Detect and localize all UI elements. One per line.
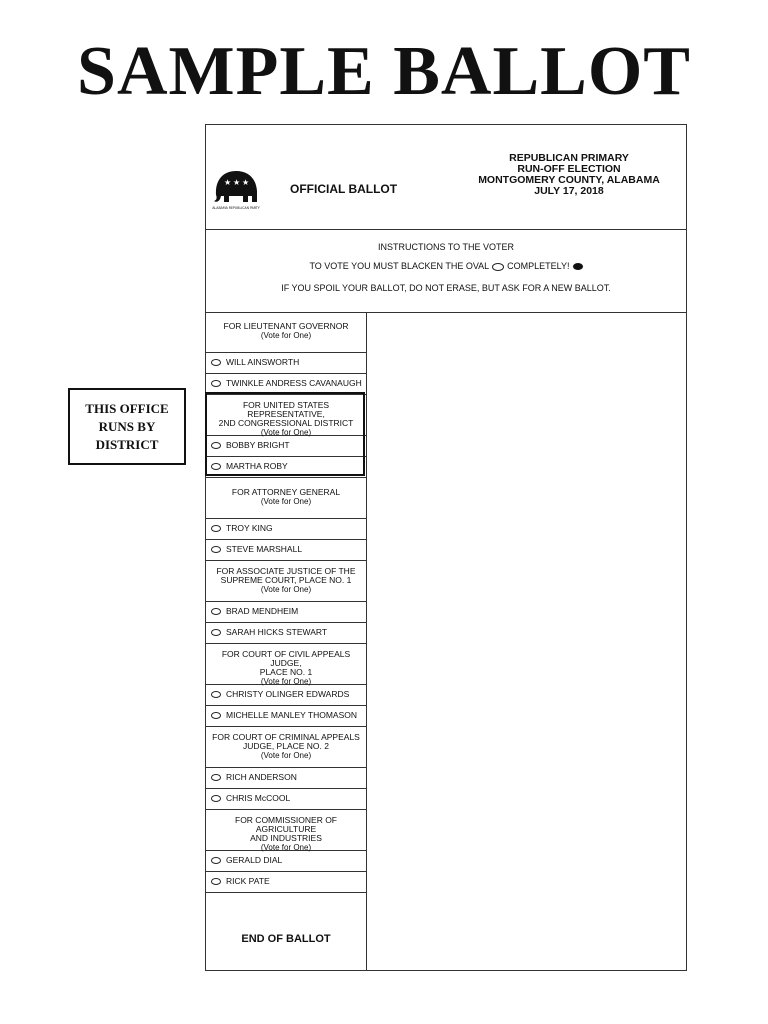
vote-for-one: (Vote for One) — [260, 585, 312, 594]
candidate-name: BOBBY BRIGHT — [226, 440, 290, 450]
vote-for-one: (Vote for One) — [260, 428, 312, 437]
office-header — [206, 561, 366, 602]
vote-oval[interactable] — [211, 380, 221, 387]
end-of-ballot: END OF BALLOT — [241, 933, 331, 945]
vote-for-one: (Vote for One) — [260, 677, 312, 686]
election-info — [464, 153, 674, 197]
candidate-row[interactable] — [206, 706, 366, 727]
vote-for-one: (Vote for One) — [260, 331, 312, 340]
election-line: REPUBLICAN PRIMARY — [509, 152, 629, 164]
candidate-name: RICK PATE — [226, 876, 270, 886]
candidate-name: GERALD DIAL — [226, 855, 283, 865]
vote-oval[interactable] — [211, 525, 221, 532]
ballot — [205, 124, 687, 971]
district-highlight-box — [205, 392, 365, 476]
vote-for-one: (Vote for One) — [260, 751, 312, 760]
vote-oval[interactable] — [211, 795, 221, 802]
candidate-name: CHRISTY OLINGER EDWARDS — [226, 689, 350, 699]
vote-oval[interactable] — [211, 691, 221, 698]
office-title: FOR UNITED STATES REPRESENTATIVE, — [242, 400, 330, 419]
vote-for-one: (Vote for One) — [260, 497, 312, 506]
candidate-name: MARTHA ROBY — [226, 461, 288, 471]
candidate-row[interactable] — [206, 872, 366, 893]
vote-oval[interactable] — [211, 857, 221, 864]
office-header — [206, 312, 366, 353]
ballot-header — [206, 125, 686, 230]
office-title: 2ND CONGRESSIONAL DISTRICT — [218, 418, 354, 428]
candidate-row[interactable] — [206, 519, 366, 540]
office-header — [206, 644, 366, 685]
instructions-title: INSTRUCTIONS TO THE VOTER — [377, 242, 514, 252]
candidate-row[interactable] — [206, 789, 366, 810]
official-ballot-label: OFFICIAL BALLOT — [290, 182, 398, 196]
office-title: FOR LIEUTENANT GOVERNOR — [223, 321, 349, 331]
vote-oval[interactable] — [211, 878, 221, 885]
vote-oval[interactable] — [211, 546, 221, 553]
instructions-line-2: IF YOU SPOIL YOUR BALLOT, DO NOT ERASE, BUT ASK FOR A NEW BALLOT. — [281, 283, 611, 293]
candidate-row[interactable] — [206, 768, 366, 789]
logo-text: ALABAMA REPUBLICAN PARTY — [212, 206, 260, 210]
vote-oval[interactable] — [211, 712, 221, 719]
office-title: PLACE NO. 1 — [259, 667, 313, 677]
candidate-name: SARAH HICKS STEWART — [226, 627, 328, 637]
candidate-row[interactable] — [206, 602, 366, 623]
office-title: FOR COURT OF CRIMINAL APPEALS — [212, 732, 360, 742]
election-line: MONTGOMERY COUNTY, ALABAMA — [478, 174, 660, 186]
voter-instructions — [206, 229, 686, 313]
instructions-line-1 — [206, 261, 686, 271]
candidate-name: WILL AINSWORTH — [226, 357, 300, 367]
vote-oval[interactable] — [211, 629, 221, 636]
instructions-text: COMPLETELY! — [507, 261, 570, 271]
candidate-name: TWINKLE ANDRESS CAVANAUGH — [226, 378, 362, 388]
candidate-row[interactable] — [206, 685, 366, 706]
vote-oval[interactable] — [211, 359, 221, 366]
svg-text:★: ★ — [242, 178, 250, 187]
candidate-row[interactable] — [206, 623, 366, 644]
candidate-name: STEVE MARSHALL — [226, 544, 303, 554]
office-header — [206, 810, 366, 851]
office-header — [206, 478, 366, 519]
instructions-text: TO VOTE YOU MUST BLACKEN THE OVAL — [309, 261, 490, 271]
filled-oval-icon — [573, 263, 583, 270]
office-title: AND INDUSTRIES — [250, 833, 322, 843]
candidate-name: CHRIS McCOOL — [226, 793, 291, 803]
office-header — [206, 727, 366, 768]
district-note: THIS OFFICE RUNS BY DISTRICT — [68, 388, 186, 465]
candidate-name: TROY KING — [226, 523, 273, 533]
election-line: RUN-OFF ELECTION — [517, 163, 621, 175]
candidate-name: MICHELLE MANLEY THOMASON — [226, 710, 357, 720]
candidate-name: BRAD MENDHEIM — [226, 606, 299, 616]
vote-for-one: (Vote for One) — [260, 843, 312, 852]
candidate-row[interactable] — [206, 540, 366, 561]
svg-text:★: ★ — [233, 178, 241, 187]
page-title: SAMPLE BALLOT — [77, 33, 691, 110]
candidate-row[interactable] — [206, 851, 366, 872]
office-title: JUDGE, PLACE NO. 2 — [243, 741, 329, 751]
office-title: SUPREME COURT, PLACE NO. 1 — [220, 575, 352, 585]
vote-oval[interactable] — [211, 608, 221, 615]
candidate-row[interactable] — [206, 353, 366, 374]
office-title: FOR COMMISSIONER OF AGRICULTURE — [235, 815, 337, 834]
empty-oval-icon — [492, 263, 504, 271]
candidate-name: RICH ANDERSON — [226, 772, 297, 782]
elephant-logo-icon — [212, 165, 260, 211]
svg-text:★: ★ — [224, 178, 232, 187]
office-title: FOR ASSOCIATE JUSTICE OF THE — [216, 566, 356, 576]
office-title: FOR ATTORNEY GENERAL — [231, 487, 341, 497]
election-line: JULY 17, 2018 — [534, 185, 604, 197]
vote-oval[interactable] — [211, 774, 221, 781]
office-title: FOR COURT OF CIVIL APPEALS JUDGE, — [221, 649, 351, 668]
